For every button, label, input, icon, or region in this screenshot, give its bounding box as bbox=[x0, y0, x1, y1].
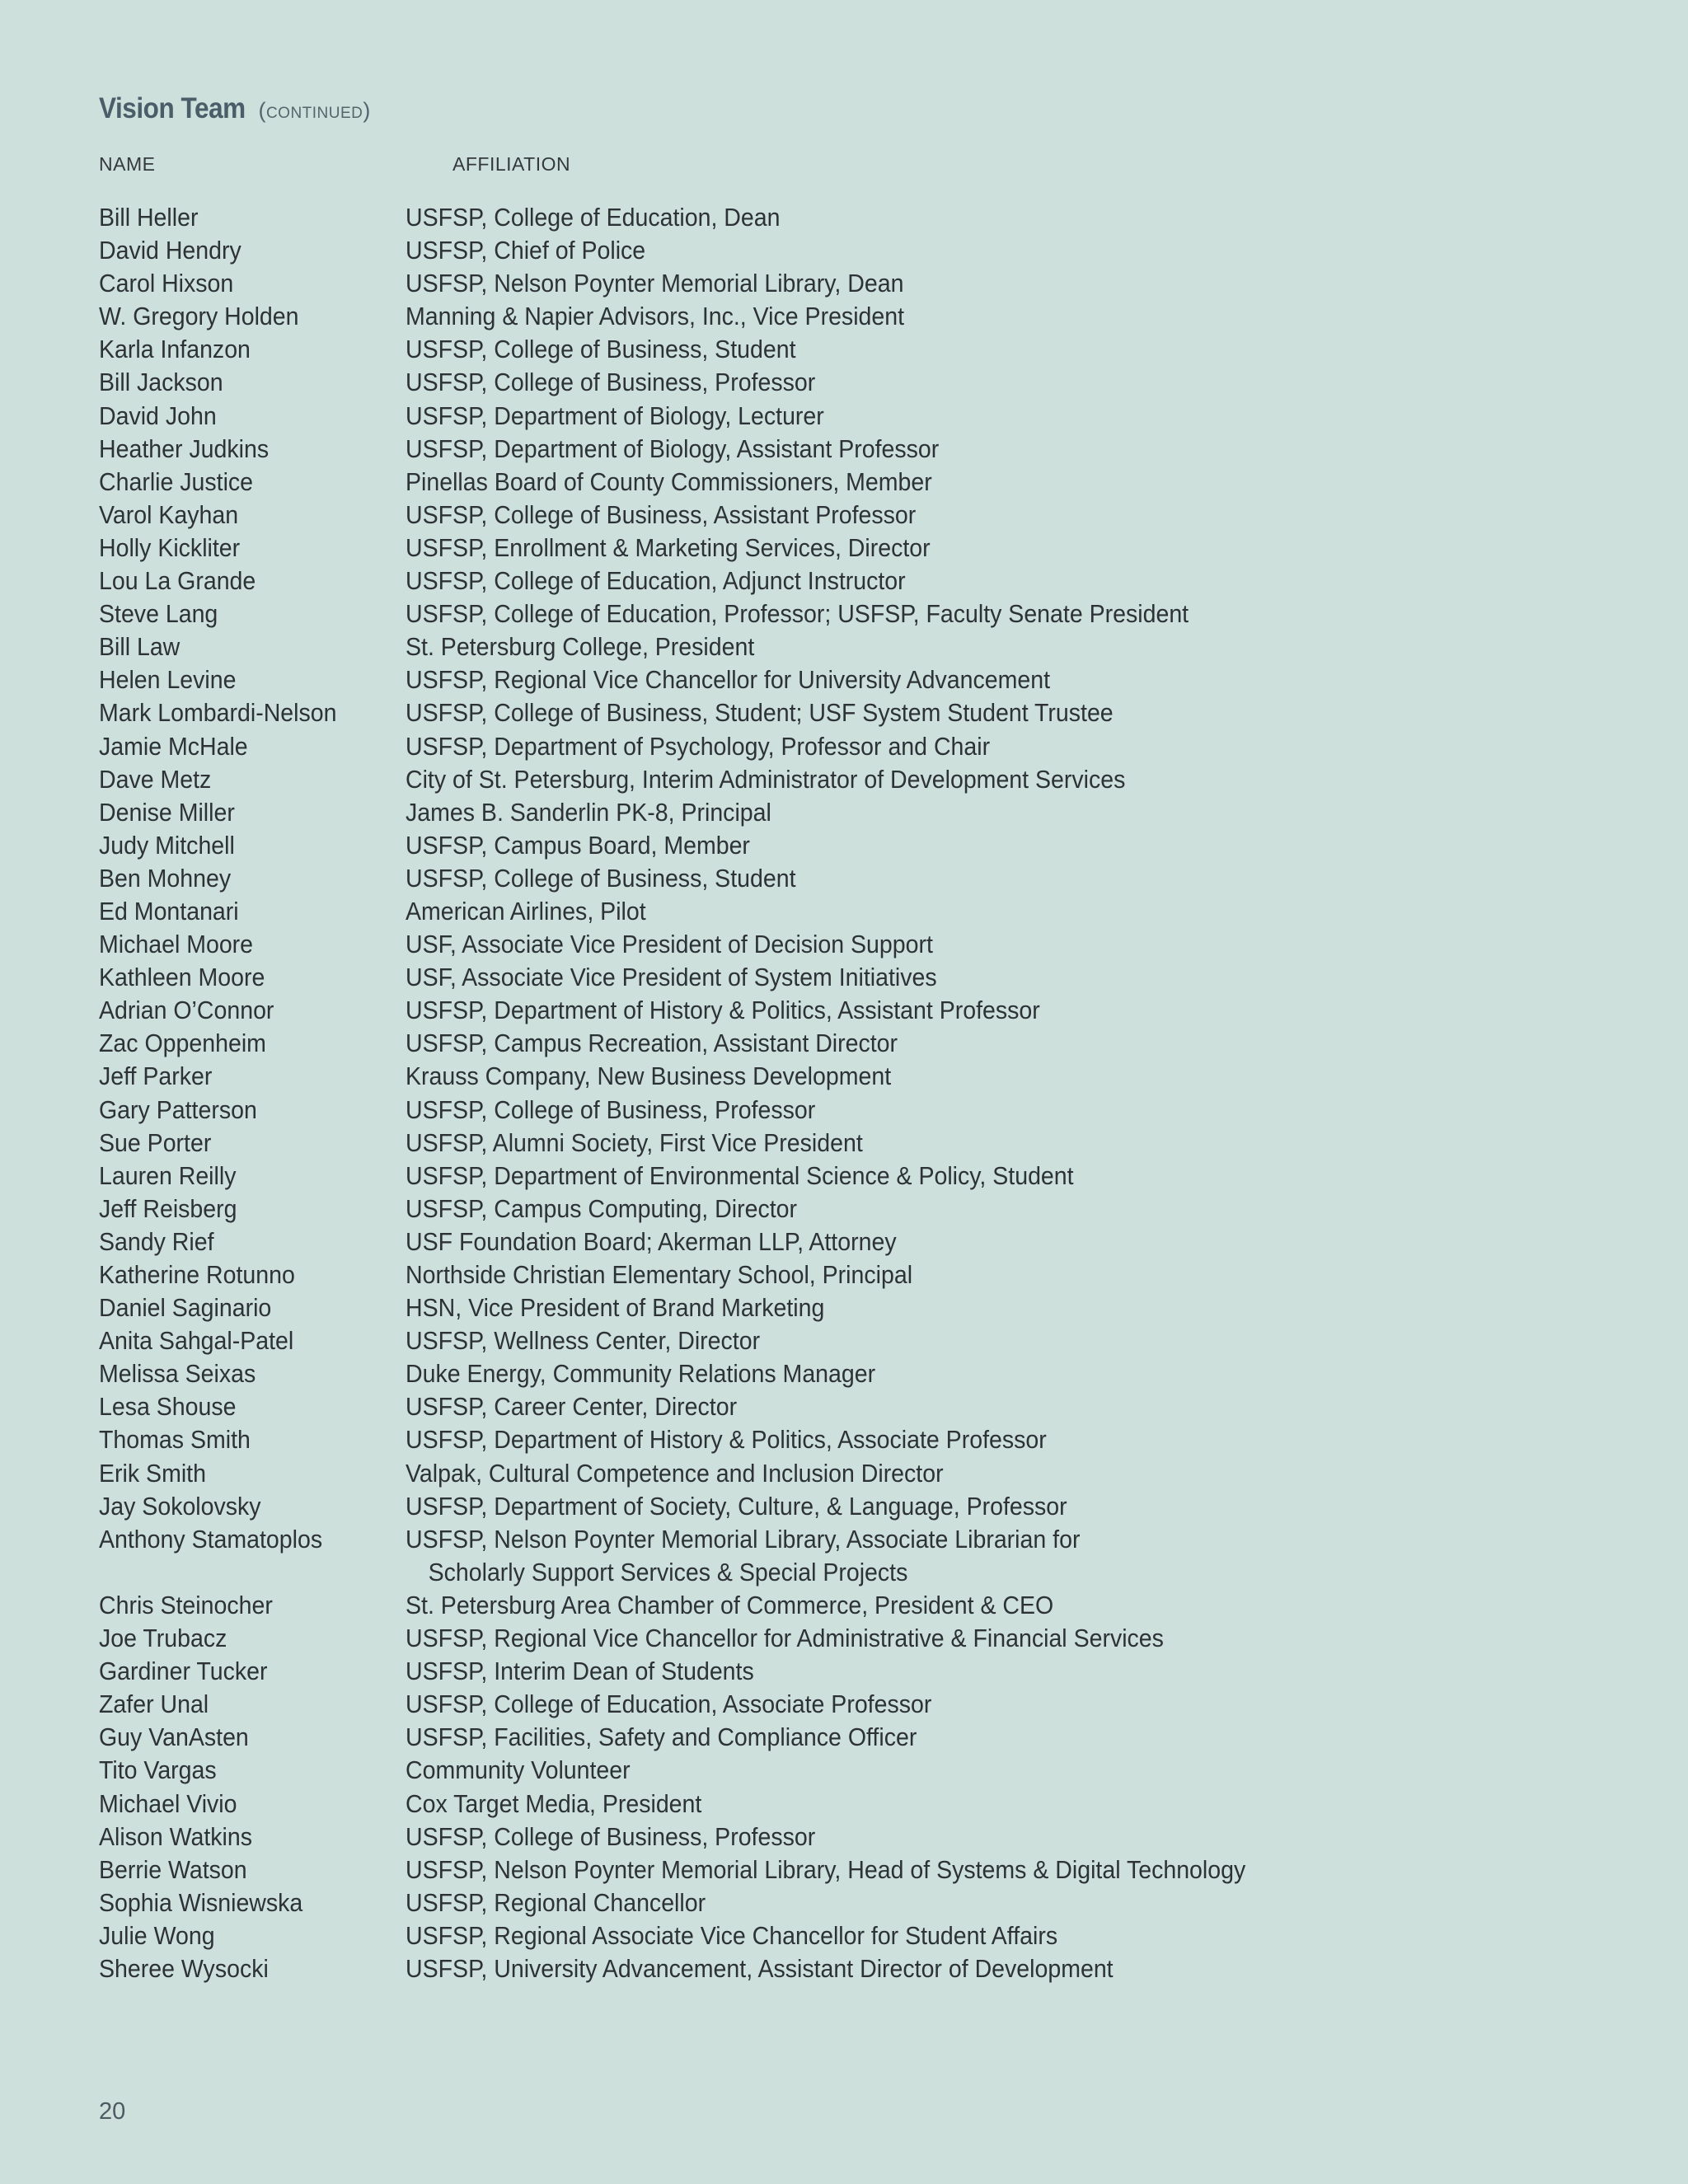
affiliation-line: USFSP, College of Education, Adjunct Instructor bbox=[406, 566, 906, 596]
member-affiliation bbox=[406, 1324, 1582, 1357]
affiliation-line: USFSP, Department of Biology, Assistant Professor bbox=[406, 434, 940, 463]
member-name: Gardiner Tucker bbox=[99, 1657, 268, 1686]
member-affiliation bbox=[406, 796, 1582, 829]
member-row bbox=[99, 1423, 1582, 1456]
member-row bbox=[99, 1390, 1582, 1423]
member-row bbox=[99, 1490, 1582, 1523]
member-name: Kathleen Moore bbox=[99, 963, 265, 992]
affiliation-line: St. Petersburg College, President bbox=[406, 632, 755, 662]
affiliation-line: USFSP, Campus Computing, Director bbox=[406, 1193, 797, 1223]
affiliation-line: City of St. Petersburg, Interim Administrator of Development Services bbox=[406, 764, 1126, 794]
member-affiliation bbox=[406, 565, 1582, 598]
member-name: Sue Porter bbox=[99, 1127, 212, 1157]
affiliation-line: USFSP, Enrollment & Marketing Services, Director bbox=[406, 532, 931, 562]
member-row bbox=[99, 961, 1582, 994]
member-row bbox=[99, 895, 1582, 928]
member-row bbox=[99, 565, 1582, 598]
column-header-affiliation: AFFILIATION bbox=[452, 153, 571, 175]
member-affiliation bbox=[406, 1655, 1582, 1688]
member-affiliation bbox=[406, 466, 1582, 499]
page-number: 20 bbox=[99, 2098, 126, 2125]
affiliation-line: James B. Sanderlin PK-8, Principal bbox=[406, 797, 771, 827]
affiliation-line: USFSP, University Advancement, Assistant Director of Development bbox=[406, 1953, 1114, 1983]
member-row bbox=[99, 1193, 1582, 1226]
member-name: Varol Kayhan bbox=[99, 499, 239, 529]
member-row bbox=[99, 829, 1582, 862]
member-row bbox=[99, 1523, 1582, 1589]
affiliation-line: Manning & Napier Advisors, Inc., Vice President bbox=[406, 302, 905, 331]
member-name: Lauren Reilly bbox=[99, 1160, 237, 1190]
member-row bbox=[99, 1821, 1582, 1854]
member-row bbox=[99, 1655, 1582, 1688]
member-affiliation bbox=[406, 1423, 1582, 1456]
affiliation-line: USFSP, Department of Environmental Science & Policy, Student bbox=[406, 1160, 1074, 1190]
affiliation-line: USFSP, College of Business, Student; USF System Student Trustee bbox=[406, 698, 1114, 728]
affiliation-line: Cox Target Media, President bbox=[406, 1788, 702, 1818]
member-name: Anthony Stamatoplos bbox=[99, 1524, 323, 1554]
affiliation-line: USF Foundation Board; Akerman LLP, Attorney bbox=[406, 1226, 897, 1256]
member-affiliation bbox=[406, 1094, 1582, 1127]
member-affiliation bbox=[406, 1589, 1582, 1622]
member-row bbox=[99, 201, 1582, 234]
member-name: Bill Jackson bbox=[99, 368, 223, 397]
member-name: Mark Lombardi-Nelson bbox=[99, 698, 337, 728]
member-affiliation bbox=[406, 1821, 1582, 1854]
affiliation-line: USFSP, Regional Vice Chancellor for Administrative & Financial Services bbox=[406, 1624, 1164, 1653]
member-affiliation bbox=[406, 499, 1582, 532]
member-affiliation bbox=[406, 1523, 1582, 1589]
affiliation-line: USFSP, Campus Recreation, Assistant Director bbox=[406, 1029, 898, 1058]
member-name: Lou La Grande bbox=[99, 566, 256, 596]
affiliation-line: USFSP, College of Business, Assistant Professor bbox=[406, 499, 917, 529]
member-affiliation bbox=[406, 1160, 1582, 1193]
member-affiliation bbox=[406, 630, 1582, 663]
member-row bbox=[99, 532, 1582, 565]
affiliation-line: Krauss Company, New Business Development bbox=[406, 1062, 892, 1091]
member-row bbox=[99, 1688, 1582, 1721]
affiliation-line: USFSP, College of Education, Associate Professor bbox=[406, 1690, 932, 1719]
affiliation-line: HSN, Vice President of Brand Marketing bbox=[406, 1293, 825, 1323]
member-name: Gary Patterson bbox=[99, 1094, 257, 1124]
affiliation-line: USFSP, Regional Vice Chancellor for University Advancement bbox=[406, 665, 1051, 695]
member-row bbox=[99, 1721, 1582, 1754]
member-row bbox=[99, 763, 1582, 796]
member-affiliation bbox=[406, 730, 1582, 763]
affiliation-line: Community Volunteer bbox=[406, 1755, 631, 1785]
member-row bbox=[99, 994, 1582, 1027]
member-row bbox=[99, 1622, 1582, 1655]
member-name: Carol Hixson bbox=[99, 269, 234, 298]
member-name: David Hendry bbox=[99, 236, 241, 265]
affiliation-line: Pinellas Board of County Commissioners, Member bbox=[406, 466, 932, 496]
member-name: Zafer Unal bbox=[99, 1690, 209, 1719]
member-name: Judy Mitchell bbox=[99, 830, 235, 860]
member-row bbox=[99, 630, 1582, 663]
member-affiliation bbox=[406, 1193, 1582, 1226]
member-name: Jeff Reisberg bbox=[99, 1193, 237, 1223]
member-name: Sandy Rief bbox=[99, 1226, 214, 1256]
member-row bbox=[99, 1357, 1582, 1390]
member-name: Karla Infanzon bbox=[99, 335, 251, 364]
member-affiliation bbox=[406, 1688, 1582, 1721]
affiliation-line: USFSP, Alumni Society, First Vice President bbox=[406, 1127, 863, 1157]
member-affiliation bbox=[406, 598, 1582, 630]
member-name: Charlie Justice bbox=[99, 466, 254, 496]
member-affiliation bbox=[406, 928, 1582, 961]
member-affiliation bbox=[406, 1854, 1582, 1886]
member-affiliation bbox=[406, 400, 1582, 433]
section-title: Vision Team bbox=[99, 92, 246, 124]
member-name: Denise Miller bbox=[99, 797, 235, 827]
affiliation-line: USFSP, Chief of Police bbox=[406, 236, 646, 265]
section-heading bbox=[99, 92, 371, 138]
member-affiliation bbox=[406, 1490, 1582, 1523]
member-affiliation bbox=[406, 1919, 1582, 1952]
member-row bbox=[99, 696, 1582, 729]
member-affiliation bbox=[406, 201, 1582, 234]
member-name: Erik Smith bbox=[99, 1458, 206, 1488]
member-row bbox=[99, 663, 1582, 696]
member-row bbox=[99, 1457, 1582, 1490]
member-row bbox=[99, 1291, 1582, 1324]
member-affiliation bbox=[406, 1226, 1582, 1258]
affiliation-line: USFSP, Regional Chancellor bbox=[406, 1887, 706, 1917]
affiliation-line: USFSP, Department of Psychology, Professor and Chair bbox=[406, 731, 991, 761]
member-name: Anita Sahgal-Patel bbox=[99, 1326, 294, 1356]
member-name: Chris Steinocher bbox=[99, 1590, 273, 1619]
member-name: Holly Kickliter bbox=[99, 532, 241, 562]
member-name: David John bbox=[99, 401, 217, 430]
affiliation-line: USFSP, Department of History & Politics, Associate Professor bbox=[406, 1425, 1047, 1455]
member-row bbox=[99, 499, 1582, 532]
member-name: Thomas Smith bbox=[99, 1425, 251, 1455]
member-row bbox=[99, 598, 1582, 630]
member-name: Lesa Shouse bbox=[99, 1392, 237, 1422]
member-name: Bill Law bbox=[99, 632, 181, 662]
affiliation-line: USFSP, Wellness Center, Director bbox=[406, 1326, 761, 1356]
member-affiliation bbox=[406, 696, 1582, 729]
member-affiliation bbox=[406, 994, 1582, 1027]
member-affiliation bbox=[406, 961, 1582, 994]
column-header-name: NAME bbox=[99, 153, 156, 175]
member-affiliation bbox=[406, 532, 1582, 565]
member-name: Bill Heller bbox=[99, 203, 199, 232]
member-row bbox=[99, 1589, 1582, 1622]
member-affiliation bbox=[406, 895, 1582, 928]
member-row bbox=[99, 267, 1582, 300]
member-affiliation bbox=[406, 1952, 1582, 1985]
member-row bbox=[99, 928, 1582, 961]
member-affiliation bbox=[406, 1622, 1582, 1655]
member-name: Helen Levine bbox=[99, 665, 237, 695]
member-affiliation bbox=[406, 1457, 1582, 1490]
affiliation-line: USFSP, Department of Biology, Lecturer bbox=[406, 401, 824, 430]
member-row bbox=[99, 862, 1582, 895]
member-name: Jay Sokolovsky bbox=[99, 1491, 261, 1521]
member-row bbox=[99, 1886, 1582, 1919]
member-affiliation bbox=[406, 1060, 1582, 1093]
member-name: Guy VanAsten bbox=[99, 1722, 249, 1752]
affiliation-line: Valpak, Cultural Competence and Inclusion Director bbox=[406, 1458, 944, 1488]
affiliation-line: Northside Christian Elementary School, Principal bbox=[406, 1260, 913, 1289]
member-name: Joe Trubacz bbox=[99, 1624, 227, 1653]
member-list bbox=[99, 201, 1582, 1985]
member-row bbox=[99, 466, 1582, 499]
member-name: Ed Montanari bbox=[99, 896, 239, 926]
member-row bbox=[99, 1027, 1582, 1060]
member-name: Katherine Rotunno bbox=[99, 1260, 295, 1289]
member-affiliation bbox=[406, 1027, 1582, 1060]
member-affiliation bbox=[406, 366, 1582, 399]
member-name: Sophia Wisniewska bbox=[99, 1887, 303, 1917]
member-affiliation bbox=[406, 663, 1582, 696]
affiliation-line: USFSP, Nelson Poynter Memorial Library, Dean bbox=[406, 269, 904, 298]
member-name: Dave Metz bbox=[99, 764, 212, 794]
member-name: Alison Watkins bbox=[99, 1821, 252, 1851]
member-name: Michael Vivio bbox=[99, 1788, 237, 1818]
affiliation-line: Scholarly Support Services & Special Projects bbox=[428, 1557, 908, 1586]
affiliation-line: USFSP, College of Business, Student bbox=[406, 863, 796, 893]
member-row bbox=[99, 1094, 1582, 1127]
member-row bbox=[99, 1754, 1582, 1787]
member-name: Jeff Parker bbox=[99, 1062, 213, 1091]
member-name: Julie Wong bbox=[99, 1920, 215, 1950]
member-affiliation bbox=[406, 234, 1582, 267]
affiliation-line: USFSP, Nelson Poynter Memorial Library, Associate Librarian for bbox=[406, 1524, 1081, 1554]
member-row bbox=[99, 1952, 1582, 1985]
member-row bbox=[99, 730, 1582, 763]
section-subtitle: (continued) bbox=[258, 98, 371, 123]
member-name: Melissa Seixas bbox=[99, 1359, 256, 1389]
member-name: Zac Oppenheim bbox=[99, 1029, 266, 1058]
member-row bbox=[99, 1854, 1582, 1886]
member-row bbox=[99, 433, 1582, 466]
member-affiliation bbox=[406, 763, 1582, 796]
member-row bbox=[99, 333, 1582, 366]
member-affiliation bbox=[406, 1127, 1582, 1160]
member-affiliation bbox=[406, 1754, 1582, 1787]
affiliation-line: USFSP, College of Education, Professor; USFSP, Faculty Senate President bbox=[406, 599, 1189, 629]
member-row bbox=[99, 1160, 1582, 1193]
member-name: Jamie McHale bbox=[99, 731, 248, 761]
affiliation-line: USFSP, College of Business, Professor bbox=[406, 368, 816, 397]
member-name: Tito Vargas bbox=[99, 1755, 217, 1785]
affiliation-line: USFSP, Interim Dean of Students bbox=[406, 1657, 754, 1686]
member-name: Adrian O’Connor bbox=[99, 996, 274, 1025]
member-affiliation bbox=[406, 333, 1582, 366]
member-affiliation bbox=[406, 862, 1582, 895]
member-row bbox=[99, 1788, 1582, 1821]
member-row bbox=[99, 1060, 1582, 1093]
affiliation-line: American Airlines, Pilot bbox=[406, 896, 646, 926]
member-name: Steve Lang bbox=[99, 599, 218, 629]
member-row bbox=[99, 1127, 1582, 1160]
affiliation-line: USFSP, Nelson Poynter Memorial Library, Head of Systems & Digital Technology bbox=[406, 1854, 1246, 1884]
member-affiliation bbox=[406, 267, 1582, 300]
member-affiliation bbox=[406, 1258, 1582, 1291]
affiliation-line: USFSP, College of Business, Professor bbox=[406, 1821, 816, 1851]
affiliation-line: USFSP, Facilities, Safety and Compliance Officer bbox=[406, 1722, 917, 1752]
member-affiliation bbox=[406, 433, 1582, 466]
member-affiliation bbox=[406, 1788, 1582, 1821]
affiliation-line: Duke Energy, Community Relations Manager bbox=[406, 1359, 876, 1389]
affiliation-line: USFSP, College of Education, Dean bbox=[406, 203, 781, 232]
affiliation-line: USF, Associate Vice President of Decision Support bbox=[406, 930, 933, 959]
member-name: Michael Moore bbox=[99, 930, 254, 959]
member-affiliation bbox=[406, 1721, 1582, 1754]
affiliation-line: USFSP, Career Center, Director bbox=[406, 1392, 738, 1422]
member-row bbox=[99, 300, 1582, 333]
member-name: W. Gregory Holden bbox=[99, 302, 299, 331]
member-affiliation bbox=[406, 829, 1582, 862]
affiliation-line: USFSP, Department of Society, Culture, & Language, Professor bbox=[406, 1491, 1067, 1521]
member-name: Berrie Watson bbox=[99, 1854, 247, 1884]
member-row bbox=[99, 234, 1582, 267]
affiliation-line: USFSP, Department of History & Politics, Assistant Professor bbox=[406, 996, 1040, 1025]
affiliation-line: St. Petersburg Area Chamber of Commerce, President & CEO bbox=[406, 1590, 1054, 1619]
affiliation-line: USF, Associate Vice President of System Initiatives bbox=[406, 963, 937, 992]
member-name: Sheree Wysocki bbox=[99, 1953, 269, 1983]
member-affiliation bbox=[406, 1390, 1582, 1423]
member-row bbox=[99, 1324, 1582, 1357]
member-row bbox=[99, 366, 1582, 399]
member-name: Daniel Saginario bbox=[99, 1293, 272, 1323]
member-row bbox=[99, 1919, 1582, 1952]
member-row bbox=[99, 1258, 1582, 1291]
member-affiliation bbox=[406, 300, 1582, 333]
affiliation-line: USFSP, College of Business, Student bbox=[406, 335, 796, 364]
member-name: Heather Judkins bbox=[99, 434, 270, 463]
affiliation-line: USFSP, Regional Associate Vice Chancellor for Student Affairs bbox=[406, 1920, 1058, 1950]
member-row bbox=[99, 796, 1582, 829]
member-name: Ben Mohney bbox=[99, 863, 232, 893]
member-affiliation bbox=[406, 1886, 1582, 1919]
affiliation-line: USFSP, College of Business, Professor bbox=[406, 1094, 816, 1124]
member-affiliation bbox=[406, 1357, 1582, 1390]
member-affiliation bbox=[406, 1291, 1582, 1324]
member-row bbox=[99, 400, 1582, 433]
affiliation-line: USFSP, Campus Board, Member bbox=[406, 830, 750, 860]
member-row bbox=[99, 1226, 1582, 1258]
